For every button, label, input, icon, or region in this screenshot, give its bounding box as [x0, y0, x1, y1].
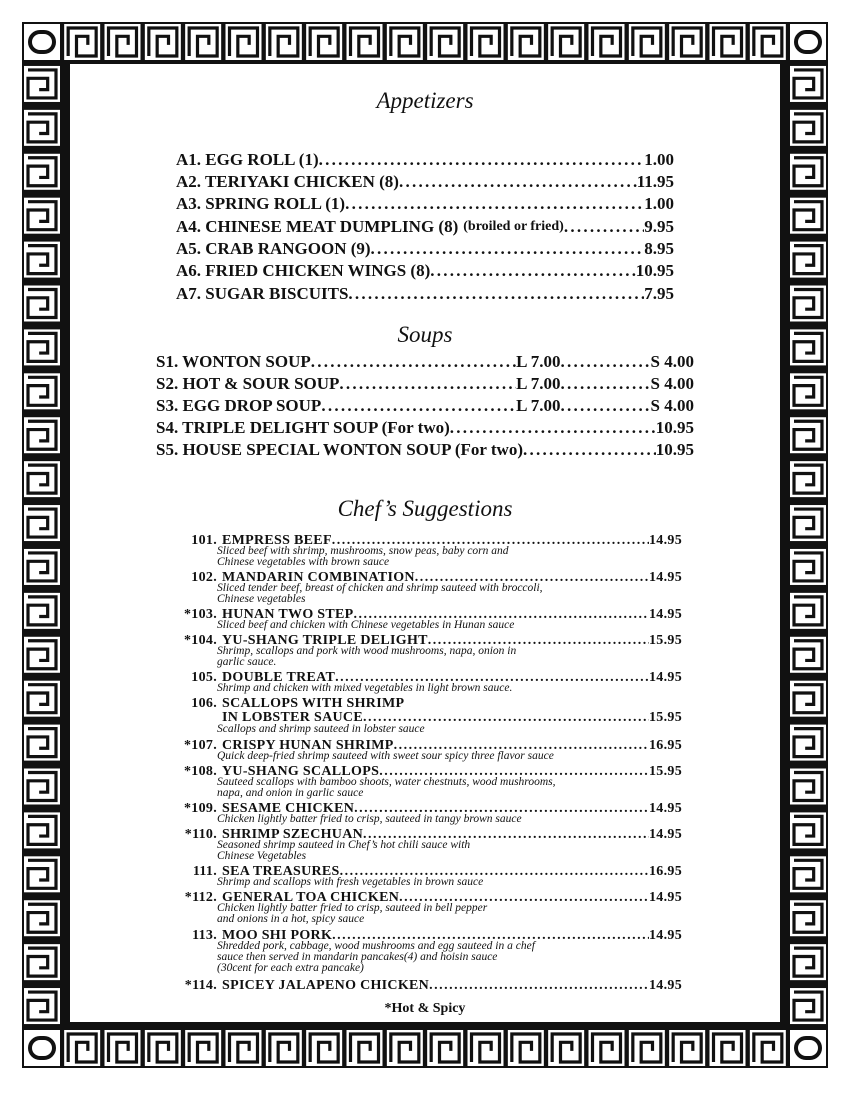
- soup-row: [156, 418, 694, 438]
- greek-key-tile: [64, 24, 100, 60]
- item-price: 14.95: [649, 570, 682, 585]
- greek-key-tile: [548, 1030, 584, 1066]
- greek-key-tile: [790, 373, 826, 409]
- item-number: 106.: [191, 696, 217, 711]
- greek-key-tile: [306, 24, 342, 60]
- item-number: *103.: [184, 607, 217, 622]
- item-price: 15.95: [649, 710, 682, 725]
- greek-key-tile: [226, 1030, 262, 1066]
- greek-key-tile: [790, 944, 826, 980]
- item-price: 10.95: [655, 440, 694, 459]
- item-name: DOUBLE TREAT: [222, 670, 336, 685]
- item-number: 113.: [192, 928, 217, 943]
- dot-leader: [339, 374, 516, 394]
- item-name: HUNAN TWO STEP: [222, 607, 354, 622]
- item-name: YU-SHANG TRIPLE DELIGHT: [222, 633, 428, 648]
- greek-key-tile: [790, 286, 826, 322]
- greek-key-tile: [468, 24, 504, 60]
- item-number: 105.: [191, 670, 217, 685]
- greek-key-tile: [24, 944, 60, 980]
- item-label: A5. CRAB RANGOON (9): [176, 239, 371, 258]
- description-line: and onions in a hot, spicy sauce: [217, 913, 365, 925]
- description-line: Shredded pork, cabbage, wood mushrooms and egg sauteed in a chef: [217, 940, 535, 952]
- greek-key-tile: [790, 110, 826, 146]
- item-number: *104.: [184, 633, 217, 648]
- appetizer-row: [176, 150, 674, 170]
- dot-leader: [319, 150, 645, 170]
- greek-key-tile: [185, 24, 221, 60]
- greek-key-tile: [427, 1030, 463, 1066]
- item-price: 15.95: [649, 633, 682, 648]
- soup-row: [156, 440, 694, 460]
- greek-key-tile: [24, 286, 60, 322]
- item-name-continued: IN LOBSTER SAUCE: [222, 710, 363, 725]
- description-line: Sliced beef with shrimp, mushrooms, snow peas, baby corn and: [217, 545, 509, 557]
- greek-key-tile: [750, 24, 786, 60]
- item-number: *108.: [184, 764, 217, 779]
- greek-key-tile: [790, 154, 826, 190]
- soup-row: [156, 374, 694, 394]
- item-description: [217, 724, 677, 735]
- dot-leader: [371, 239, 645, 259]
- description-line: Shrimp, scallops and pork with wood mushrooms, napa, onion in: [217, 645, 517, 657]
- description-line: Sliced beef and chicken with Chinese vegetables in Hunan sauce: [217, 619, 515, 631]
- greek-key-tile: [24, 417, 60, 453]
- greek-key-tile: [64, 1030, 100, 1066]
- item-description: [217, 751, 677, 762]
- item-number: *107.: [184, 738, 217, 753]
- dot-leader: [321, 396, 516, 416]
- large-price: L 7.00: [516, 352, 561, 371]
- item-number: 111.: [192, 864, 217, 879]
- item-price: 10.95: [655, 418, 694, 437]
- item-price: 14.95: [649, 801, 682, 816]
- item-price: 14.95: [649, 890, 682, 905]
- item-name: CRISPY HUNAN SHRIMP: [222, 738, 394, 753]
- dot-leader: [345, 194, 644, 214]
- appetizer-row: [176, 194, 674, 214]
- greek-key-tile: [266, 24, 302, 60]
- item-description: [217, 877, 677, 888]
- item-price: 1.00: [644, 194, 674, 213]
- greek-key-tile: [24, 812, 60, 848]
- item-note: (broiled or fried): [463, 219, 564, 234]
- large-price: L 7.00: [516, 374, 561, 393]
- description-line: garlic sauce.: [217, 656, 277, 668]
- item-name: SHRIMP SZECHUAN: [222, 827, 364, 842]
- item-description: [217, 646, 677, 668]
- item-price: 15.95: [649, 764, 682, 779]
- item-label: S2. HOT & SOUR SOUP: [156, 374, 340, 393]
- greek-key-tile: [508, 24, 544, 60]
- dot-leader: [564, 217, 644, 237]
- greek-key-tile: [710, 24, 746, 60]
- item-name: GENERAL TOA CHICKEN: [222, 890, 400, 905]
- item-price: 14.95: [649, 978, 682, 993]
- greek-key-tile: [548, 24, 584, 60]
- greek-key-tile: [105, 1030, 141, 1066]
- greek-key-tile: [589, 24, 625, 60]
- greek-key-tile: [710, 1030, 746, 1066]
- item-description: [217, 583, 677, 605]
- chef-item-row: [172, 978, 682, 994]
- description-line: Quick deep-fried shrimp sauteed with sweet sour spicy three flavor sauce: [217, 750, 554, 762]
- item-description: [217, 941, 677, 974]
- greek-key-tile: [629, 1030, 665, 1066]
- item-name: YU-SHANG SCALLOPS: [222, 764, 380, 779]
- item-number: *112.: [184, 890, 217, 905]
- item-label: A1. EGG ROLL (1): [176, 150, 319, 169]
- item-name: SEA TREASURES: [222, 864, 340, 879]
- greek-key-tile: [790, 637, 826, 673]
- item-name: SCALLOPS WITH SHRIMP: [222, 696, 405, 711]
- item-name: SPICEY JALAPENO CHICKEN: [222, 978, 430, 993]
- small-price: S 4.00: [650, 396, 694, 415]
- item-label: S4. TRIPLE DELIGHT SOUP (For two): [156, 418, 450, 437]
- greek-key-tile: [24, 198, 60, 234]
- greek-key-tile: [790, 242, 826, 278]
- greek-key-tile: [24, 242, 60, 278]
- greek-key-tile: [105, 24, 141, 60]
- small-price: S 4.00: [650, 352, 694, 371]
- item-description: [217, 903, 677, 925]
- greek-key-tile: [468, 1030, 504, 1066]
- item-number: *109.: [184, 801, 217, 816]
- greek-key-tile: [24, 681, 60, 717]
- section-title-chefs-suggestions: Chef’s Suggestions: [337, 496, 513, 521]
- description-line: Seasoned shrimp sauteed in Chef’s hot chili sauce with: [217, 839, 471, 851]
- item-price: 10.95: [635, 261, 674, 280]
- item-description: [217, 683, 677, 694]
- dot-leader: [311, 352, 516, 372]
- greek-key-tile: [145, 1030, 181, 1066]
- corner-ring: [24, 24, 60, 60]
- item-label: A2. TERIYAKI CHICKEN (8): [176, 172, 399, 191]
- greek-key-tile: [266, 1030, 302, 1066]
- greek-key-tile: [24, 725, 60, 761]
- greek-key-tile: [387, 24, 423, 60]
- item-name: EMPRESS BEEF: [222, 533, 332, 548]
- greek-key-tile: [145, 24, 181, 60]
- greek-key-tile: [790, 198, 826, 234]
- greek-key-tile: [24, 856, 60, 892]
- appetizer-row: [176, 217, 674, 237]
- greek-key-tile: [226, 24, 262, 60]
- greek-key-tile: [24, 549, 60, 585]
- item-description: [217, 777, 677, 799]
- item-number: *110.: [184, 827, 217, 842]
- description-line: Chicken lightly batter fried to crisp, sauteed in bell pepper: [217, 902, 488, 914]
- dot-leader: [523, 440, 656, 460]
- greek-key-tile: [24, 110, 60, 146]
- item-label: A7. SUGAR BISCUITS: [176, 284, 349, 303]
- corner-ring: [790, 24, 826, 60]
- corner-ring: [24, 1030, 60, 1066]
- description-line: Chinese vegetables with brown sauce: [217, 556, 390, 568]
- greek-key-tile: [790, 461, 826, 497]
- item-price: 14.95: [649, 827, 682, 842]
- hot-spicy-note: *Hot & Spicy: [384, 1001, 466, 1016]
- greek-key-tile: [427, 24, 463, 60]
- greek-key-tile: [589, 1030, 625, 1066]
- item-price: 16.95: [649, 864, 682, 879]
- appetizer-row: [176, 172, 674, 192]
- description-line: napa, and onion in garlic sauce: [217, 787, 364, 799]
- appetizer-row: [176, 261, 674, 281]
- section-title-soups: Soups: [397, 322, 453, 347]
- greek-key-tile: [347, 24, 383, 60]
- greek-key-tile: [790, 769, 826, 805]
- section-title-appetizers: Appetizers: [376, 88, 474, 113]
- greek-key-tile: [24, 637, 60, 673]
- greek-key-tile: [790, 900, 826, 936]
- item-number: 101.: [191, 533, 217, 548]
- large-price: L 7.00: [516, 396, 561, 415]
- item-price: 14.95: [649, 533, 682, 548]
- item-price: 9.95: [644, 217, 674, 236]
- corner-ring: [790, 1030, 826, 1066]
- greek-key-tile: [24, 593, 60, 629]
- dot-leader: [348, 284, 644, 304]
- soup-row: [156, 396, 694, 416]
- description-line: Sliced tender beef, breast of chicken and shrimp sauteed with broccoli,: [217, 582, 543, 594]
- description-line: Chinese Vegetables: [217, 850, 307, 862]
- item-description: [217, 840, 677, 862]
- greek-key-tile: [790, 812, 826, 848]
- item-label: A6. FRIED CHICKEN WINGS (8): [176, 261, 431, 280]
- greek-key-tile: [185, 1030, 221, 1066]
- description-line: Shrimp and scallops with fresh vegetables in brown sauce: [217, 876, 484, 888]
- item-price: 11.95: [636, 172, 674, 191]
- item-price: 14.95: [649, 670, 682, 685]
- greek-key-tile: [306, 1030, 342, 1066]
- greek-key-tile: [750, 1030, 786, 1066]
- greek-key-tile: [387, 1030, 423, 1066]
- greek-key-tile: [669, 1030, 705, 1066]
- item-label: A4. CHINESE MEAT DUMPLING (8): [176, 217, 459, 236]
- greek-key-tile: [790, 417, 826, 453]
- greek-key-tile: [347, 1030, 383, 1066]
- greek-key-tile: [24, 900, 60, 936]
- item-label: S5. HOUSE SPECIAL WONTON SOUP (For two): [156, 440, 523, 459]
- dot-leader: [561, 352, 651, 372]
- description-line: Chicken lightly batter fried to crisp, sauteed in tangy brown sauce: [217, 813, 522, 825]
- greek-key-tile: [790, 549, 826, 585]
- small-price: S 4.00: [650, 374, 694, 393]
- item-label: A3. SPRING ROLL (1): [176, 194, 346, 213]
- greek-key-tile: [508, 1030, 544, 1066]
- item-number: 102.: [191, 570, 217, 585]
- appetizer-row: [176, 239, 674, 259]
- dot-leader: [430, 261, 636, 281]
- greek-key-tile: [669, 24, 705, 60]
- greek-key-tile: [790, 593, 826, 629]
- description-line: Sauteed scallops with bamboo shoots, water chestnuts, wood mushrooms,: [217, 776, 556, 788]
- item-name: MANDARIN COMBINATION: [222, 570, 415, 585]
- item-number: *114.: [184, 978, 217, 993]
- description-line: sauce then served in mandarin pancakes(4) and hoisin sauce: [217, 951, 498, 963]
- description-line: (30cent for each extra pancake): [217, 962, 364, 974]
- item-price: 14.95: [649, 607, 682, 622]
- greek-key-tile: [24, 373, 60, 409]
- item-label: S1. WONTON SOUP: [156, 352, 311, 371]
- dot-leader: [561, 396, 651, 416]
- item-name: MOO SHI PORK: [222, 928, 333, 943]
- item-name: SESAME CHICKEN: [222, 801, 355, 816]
- greek-key-tile: [790, 856, 826, 892]
- soup-row: [156, 352, 694, 372]
- description-line: Chinese vegetables: [217, 593, 306, 605]
- greek-key-tile: [24, 769, 60, 805]
- item-description: [217, 814, 677, 825]
- item-price: 14.95: [649, 928, 682, 943]
- greek-key-tile: [629, 24, 665, 60]
- item-description: [217, 546, 677, 568]
- description-line: Shrimp and chicken with mixed vegetables in light brown sauce.: [217, 682, 513, 694]
- greek-key-tile: [24, 154, 60, 190]
- greek-key-tile: [24, 461, 60, 497]
- item-price: 7.95: [644, 284, 674, 303]
- item-price: 8.95: [644, 239, 674, 258]
- greek-key-tile: [790, 725, 826, 761]
- dot-leader: [561, 374, 651, 394]
- item-description: [217, 620, 677, 631]
- dot-leader: [450, 418, 656, 438]
- item-price: 16.95: [649, 738, 682, 753]
- dot-leader: [429, 978, 649, 994]
- item-label: S3. EGG DROP SOUP: [156, 396, 322, 415]
- appetizer-row: [176, 284, 674, 304]
- dot-leader: [399, 172, 637, 192]
- greek-key-tile: [790, 681, 826, 717]
- item-price: 1.00: [644, 150, 674, 169]
- description-line: Scallops and shrimp sauteed in lobster sauce: [217, 723, 425, 735]
